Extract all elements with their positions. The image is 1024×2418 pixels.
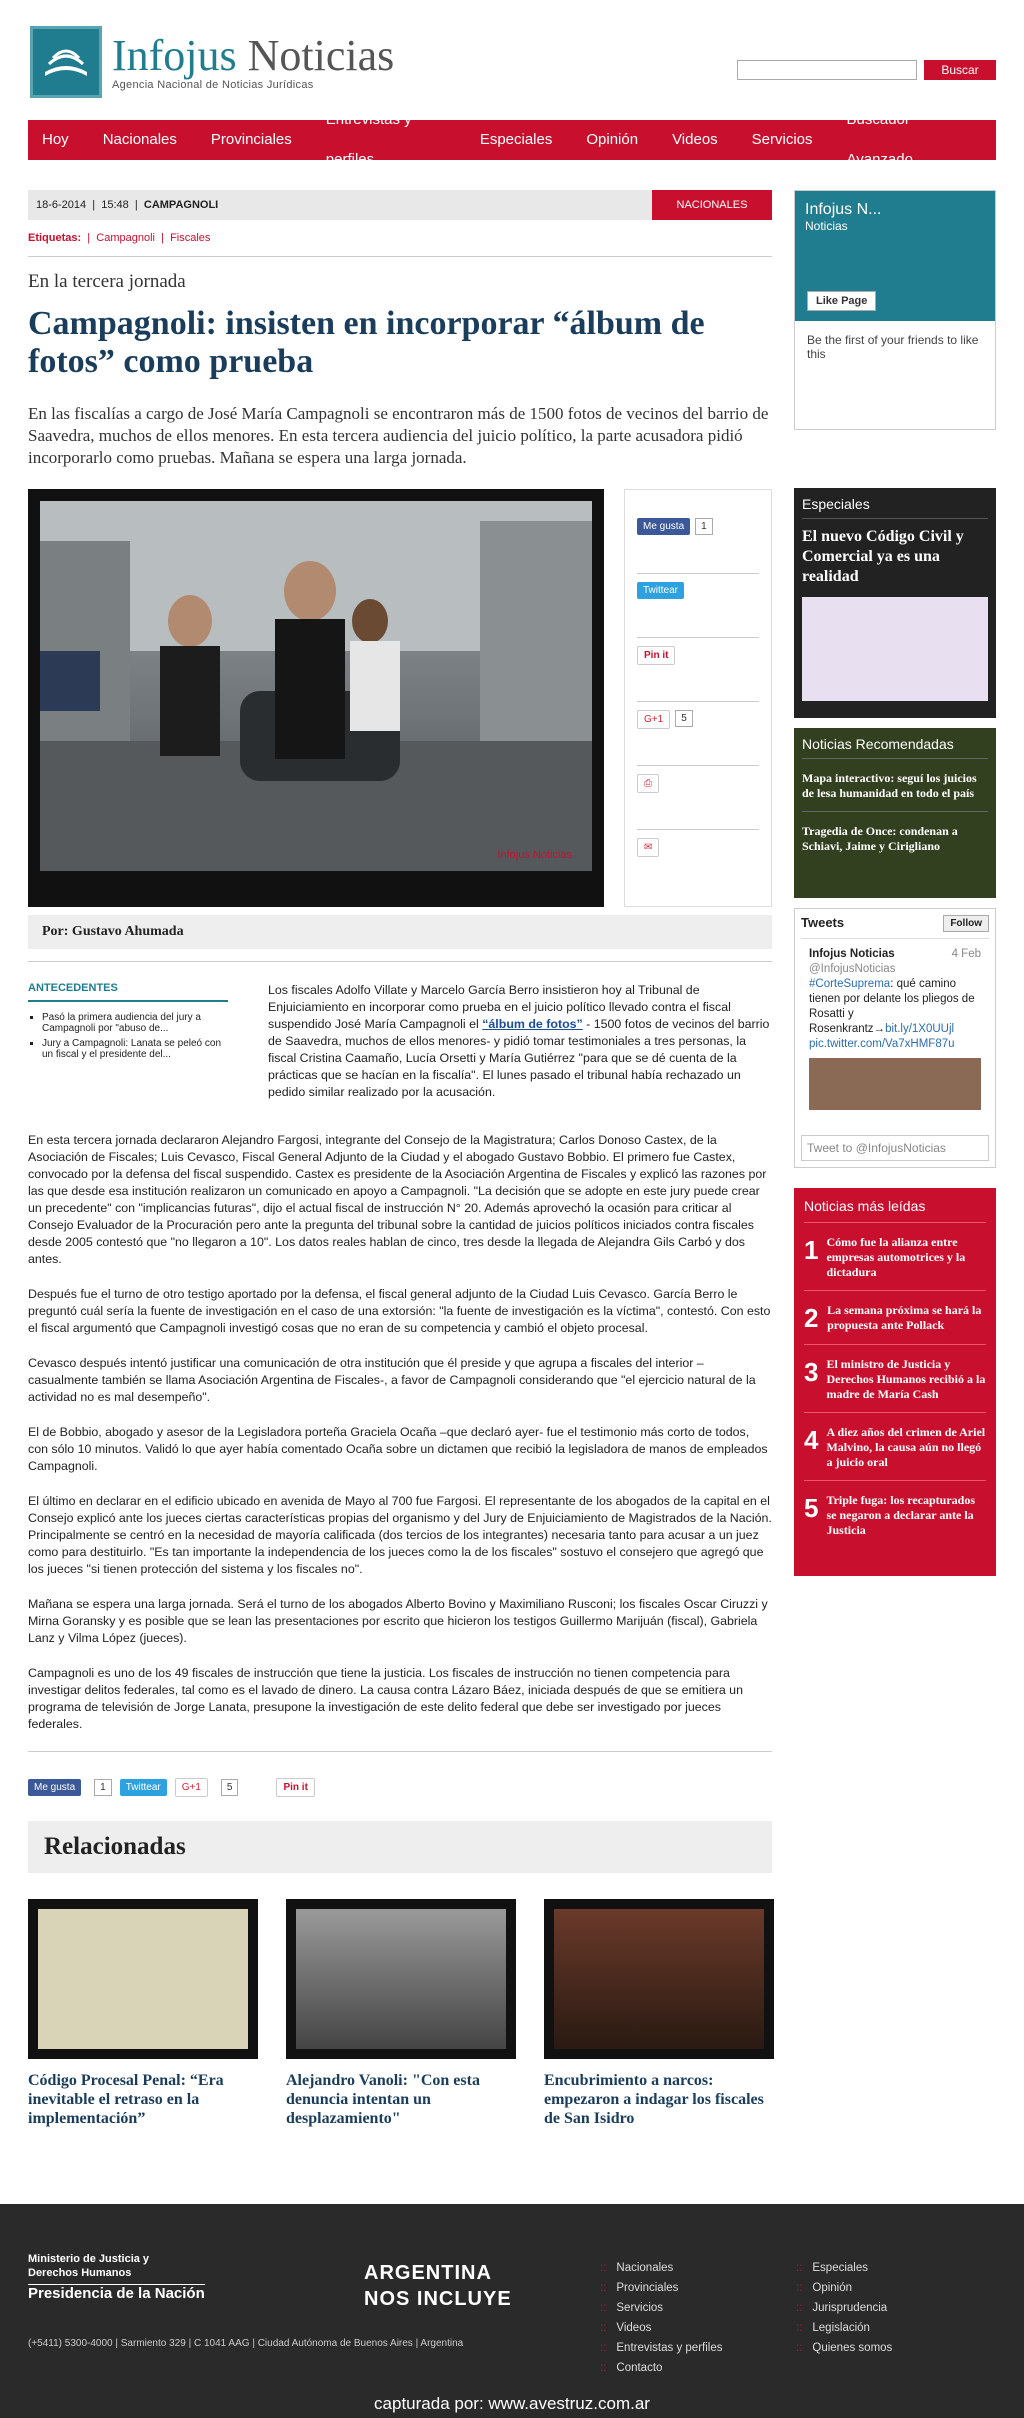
- footer-link[interactable]: Nacionales: [616, 2262, 674, 2274]
- article-intro: Los fiscales Adolfo Villate y Marcelo García Berro insistieron hoy al Tribunal de Enjuiciamiento en incorporar como prueba en el juicio político llevado contra el fiscal suspendido José María Campagnoli el “álbum de fotos” - 1500 fotos de vecinos del barrio de Saavedra, muchos de ellos menores- y pidió tomar testimoniales a tres personas, la fiscal Cristina Caamaño, Lucía Orsetti y María Gutiérrez "para que se dé cuenta de la prácticas que se hacían en la fiscalía". El lunes pasado el tribunal había rechazado un pedido similar realizado por la acusación.: [268, 983, 770, 1099]
- logo-book-icon: [30, 26, 102, 98]
- site-logo[interactable]: [30, 25, 402, 99]
- photo-credit: Infojus Noticias: [497, 849, 572, 861]
- meta-time: 15:48: [101, 199, 129, 211]
- tweet-handle: @InfojusNoticias: [809, 963, 896, 975]
- especiales-image[interactable]: [802, 597, 988, 701]
- tweets-widget: [794, 908, 996, 1168]
- mas-leidas-panel: [794, 1188, 996, 1576]
- facebook-page-widget: [794, 190, 996, 430]
- capture-credit: capturada por: www.avestruz.com.ar: [374, 2394, 650, 2413]
- facebook-like-button[interactable]: Me gusta: [637, 518, 690, 535]
- related-grid: [28, 1899, 772, 2128]
- especiales-headline[interactable]: El nuevo Código Civil y Comercial ya es una realidad: [802, 528, 964, 585]
- article-body: [28, 1132, 772, 1733]
- antecedentes-box: [28, 982, 228, 1064]
- antecedente-link[interactable]: Pasó la primera audiencia del jury a Campagnoli por "abuso de...: [42, 1012, 201, 1034]
- footer-link[interactable]: Legislación: [812, 2322, 870, 2334]
- footer-link[interactable]: Especiales: [812, 2262, 869, 2274]
- ranked-item[interactable]: 3 El ministro de Justicia y Derechos Humanos recibió a la madre de María Cash: [804, 1345, 986, 1413]
- share-panel: [624, 489, 772, 907]
- google-plus-button[interactable]: G+1: [175, 1778, 208, 1797]
- nav-buscador[interactable]: Buscador Avanzado: [846, 111, 913, 168]
- article-paragraph: Cevasco después intentó justificar una comunicación de otra institución que él preside y que agrupa a fiscales del interior – casualmente también se llama Asociación Argentina de Fiscales-, a favor de Campagnoli considerando que "el ejercicio natural de la actividad no es mal desempeño".: [28, 1356, 756, 1404]
- site-footer: [0, 2204, 1024, 2418]
- tweet-user[interactable]: Infojus Noticias: [809, 948, 895, 960]
- tweet-text: : qué camino tienen por delante los pliegos de Rosatti y Rosenkrantz→: [809, 978, 975, 1035]
- article-title: Campagnoli: insisten en incorporar “álbum de fotos” como prueba: [28, 305, 705, 380]
- footer-links-1: [600, 2258, 723, 2378]
- street-photo-illustration: [40, 501, 592, 871]
- nav-hoy[interactable]: Hoy: [42, 131, 69, 148]
- recomendada-link[interactable]: Tragedia de Once: condenan a Schiavi, Jaime y Cirigliano: [802, 824, 958, 853]
- related-title: Alejandro Vanoli: "Con esta denuncia intentan un desplazamiento": [286, 2072, 480, 2127]
- footer-address: (+5411) 5300-4000 | Sarmiento 329 | C 1041 AAG | Ciudad Autónoma de Buenos Aires | Argentina: [28, 2338, 464, 2349]
- antecedentes-title: ANTECEDENTES: [28, 982, 228, 1002]
- article-paragraph: El último en declarar en el edificio ubicado en avenida de Mayo al 700 fue Fargosi. El representante de los abogados de la capital en el Consejo explicó ante los jueces ciertas características propias del organismo y del Jury de Enjuiciamiento de Magistrados de la Nación. Principalmente se centró en la necesidad de mayoría calificada (dos tercios de los integrantes) necesaria tanto para acusar a un juez como para destituirlo. "Es tan importante la independencia de los jueces como la de los fiscales" sostuvo el consejero que agregó que los jueces "si tienen protección del sistema y los fiscales no".: [28, 1494, 772, 1576]
- tags-label: Etiquetas:: [28, 232, 82, 244]
- brand-tagline: Agencia Nacional de Noticias Jurídicas: [112, 79, 314, 91]
- footer-link[interactable]: Contacto: [616, 2362, 663, 2374]
- nav-especiales[interactable]: Especiales: [479, 131, 553, 148]
- ranked-item[interactable]: 4 A diez años del crimen de Ariel Malvino, la causa aún no llegó a juicio oral: [804, 1413, 986, 1481]
- article-author: Por: Gustavo Ahumada: [28, 915, 772, 949]
- pinterest-button[interactable]: Pin it: [637, 646, 675, 665]
- related-title: Código Procesal Penal: “Era inevitable el retraso en la implementación”: [28, 2072, 224, 2127]
- nav-videos[interactable]: Videos: [672, 131, 718, 148]
- ministry-logo[interactable]: Ministerio de Justicia y Derechos Humanos Presidencia de la Nación: [28, 2253, 205, 2302]
- related-photo: [554, 1909, 764, 2049]
- recomendadas-title: Noticias Recomendadas: [802, 736, 988, 759]
- tweet-photo: [809, 1058, 981, 1110]
- footer-link[interactable]: Entrevistas y perfiles: [616, 2342, 723, 2354]
- mas-leidas-title: Noticias más leídas: [804, 1198, 986, 1223]
- related-item[interactable]: [544, 1899, 774, 2128]
- article-kicker: En la tercera jornada: [28, 271, 186, 292]
- ranked-item[interactable]: 2 La semana próxima se hará la propuesta ante Pollack: [804, 1291, 986, 1345]
- nav-provinciales[interactable]: Provinciales: [210, 131, 292, 148]
- recomendada-link[interactable]: Mapa interactivo: seguí los juicios de lesa humanidad en todo el país: [802, 771, 988, 812]
- brand-name-b: Noticias: [247, 31, 395, 80]
- fb-friends-text: Be the first of your friends to like this: [807, 333, 979, 361]
- twitter-follow-button[interactable]: Follow: [943, 915, 989, 932]
- related-heading: Relacionadas: [28, 1821, 772, 1873]
- article-paragraph: Después fue el turno de otro testigo aportado por la defensa, el fiscal general adjunto de la Ciudad Luis Cevasco. García Berro le preguntó cuál sería la fuente de investigación en el caso de una extorsión: "la fuente de investigación es la víctima", contestó. Con esto el fiscal argumentó que Campagnoli investigó cosas que no eran de su competencia y cambió el objeto procesal.: [28, 1287, 771, 1335]
- footer-links-2: [796, 2258, 892, 2358]
- antecedente-link[interactable]: Jury a Campagnoli: Lanata se peleó con un fiscal y el presidente del...: [42, 1038, 222, 1060]
- related-title: Encubrimiento a narcos: empezaron a indagar los fiscales de San Isidro: [544, 2072, 764, 2127]
- section-badge[interactable]: NACIONALES: [652, 190, 772, 220]
- bottom-share-bar: [28, 1778, 772, 1797]
- article-meta: 18-6-2014 | 15:48 | CAMPAGNOLI NACIONALES: [28, 190, 772, 220]
- tags: Etiquetas: | Campagnoli | Fiscales: [28, 232, 772, 257]
- fb-like-page-button[interactable]: Like Page: [807, 291, 876, 311]
- facebook-like-count: 1: [94, 1779, 112, 1796]
- fb-page-name[interactable]: Infojus N...: [805, 201, 882, 218]
- tag-campagnoli[interactable]: Campagnoli: [96, 232, 155, 244]
- tweet-hashtag[interactable]: #CorteSuprema: [809, 978, 891, 990]
- related-photo: [296, 1909, 506, 2049]
- article-paragraph: Mañana se espera una larga jornada. Será el turno de los abogados Alberto Bovino y Maximiliano Rusconi; los fiscales Oscar Ciruzzi y Mirna Goransky y es posible que se lean las presentaciones por escrito que hicieron los testigos Guillermo Marijuán (fiscal), Gabriela Lanz y Vilma López (jueces).: [28, 1597, 768, 1645]
- nav-opinion[interactable]: Opinión: [586, 131, 639, 148]
- tweets-title: Tweets: [801, 915, 845, 930]
- article-lead: En las fiscalías a cargo de José María Campagnoli se encontraron más de 1500 fotos de vecinos del barrio de Saavedra, muchos de ellos menores. En esta tercera audiencia del juicio político, la parte acusadora pidió incorporarlo como pruebas. Mañana se espera una larga jornada.: [28, 404, 769, 467]
- footer-link[interactable]: Provinciales: [616, 2282, 679, 2294]
- facebook-like-button[interactable]: Me gusta: [28, 1779, 81, 1796]
- google-plus-count: 5: [221, 1779, 239, 1796]
- tweet: [801, 939, 989, 1118]
- meta-date: 18-6-2014: [36, 199, 87, 211]
- sidebar: [794, 190, 996, 1576]
- related-item[interactable]: [286, 1899, 516, 2128]
- nav-entrevistas[interactable]: Entrevistas y perfiles: [325, 111, 412, 168]
- article-photo: [28, 489, 604, 907]
- article-paragraph: En esta tercera jornada declararon Alejandro Fargosi, integrante del Consejo de la Magistratura; Carlos Donoso Castex, de la Asociación de Fiscales; Luis Cevasco, Fiscal General Adjunto de la Ciudad y el abogado Gustavo Bobbio. El primero fue Castex, convocado por la defensa del fiscal suspendido. Castex es presidente de la Asociación Argentina de Fiscales y explicó las razones por las que desde esa institución realizaron un comunicado en apoyo a Campagnoli. "La decisión que se adopte en este jury puede crear un precedente" con "implicancias futuras", dijo el actual fiscal de instrucción N° 20. Además aprovechó la ocasión para criticar al Consejo Evaluador de la Procuración pero ante la pregunta del tribunal sobre la cantidad de juicios políticos iniciados contra fiscales desde 2005 contestó que "no llegaron a 10". Los datos reales hablan de cinco, tres desde la llegada de Alejandra Gils Carbó y dos antes.: [28, 1133, 767, 1266]
- especiales-title: Especiales: [802, 496, 988, 519]
- print-icon[interactable]: ⎙: [637, 774, 659, 793]
- album-fotos-link[interactable]: “álbum de fotos”: [482, 1017, 583, 1031]
- footer-link[interactable]: Jurisprudencia: [812, 2302, 888, 2314]
- facebook-like-count: 1: [695, 518, 713, 535]
- email-icon[interactable]: ✉: [637, 838, 659, 857]
- footer-link[interactable]: Opinión: [812, 2282, 853, 2294]
- google-plus-button[interactable]: G+1: [637, 710, 670, 729]
- pinterest-button[interactable]: Pin it: [276, 1778, 314, 1797]
- related-item[interactable]: [28, 1899, 258, 2128]
- meta-location: CAMPAGNOLI: [143, 199, 219, 211]
- tweet-button[interactable]: Twittear: [120, 1779, 167, 1796]
- argentina-nos-incluye-logo: ARGENTINA NOS INCLUYE: [364, 2262, 512, 2310]
- tag-fiscales[interactable]: Fiscales: [170, 232, 211, 244]
- tweet-date: 4 Feb: [951, 948, 981, 960]
- google-plus-count: 5: [675, 710, 693, 727]
- search-input[interactable]: [737, 60, 917, 80]
- nav-servicios[interactable]: Servicios: [751, 131, 813, 148]
- scales-illustration: [38, 1909, 248, 2049]
- especiales-panel: [794, 488, 996, 718]
- tweet-button[interactable]: Twittear: [637, 582, 684, 599]
- brand-name-a: Infojus: [112, 31, 237, 80]
- tweet-link[interactable]: bit.ly/1X0UUjl pic.twitter.com/Va7xHMF87u: [809, 1023, 955, 1050]
- search-button[interactable]: Buscar: [924, 60, 996, 80]
- nav-nacionales[interactable]: Nacionales: [102, 131, 177, 148]
- fb-page-sub: Noticias: [805, 219, 848, 233]
- ranked-item[interactable]: 5 Triple fuga: los recapturados se negaron a declarar ante la Justicia: [804, 1493, 976, 1537]
- footer-link[interactable]: Quienes somos: [812, 2342, 893, 2354]
- article-paragraph: El de Bobbio, abogado y asesor de la Legisladora porteña Graciela Ocaña –que declaró ayer- fue el testimonio más corto de todos, con sólo 10 minutos. Validó lo que ayer había comentado Ocaña sobre un dictamen que recibió la legisladora de manos de empleados Campagnoli.: [28, 1425, 768, 1473]
- footer-link[interactable]: Servicios: [616, 2302, 664, 2314]
- tweet-compose-box[interactable]: Tweet to @InfojusNoticias: [801, 1135, 989, 1161]
- footer-link[interactable]: Videos: [616, 2322, 652, 2334]
- main-nav: [28, 111, 996, 168]
- ranked-item[interactable]: 1 Cómo fue la alianza entre empresas automotrices y la dictadura: [804, 1223, 986, 1291]
- article-paragraph: Campagnoli es uno de los 49 fiscales de instrucción que tiene la justicia. Los fiscales de instrucción no tienen competencia para investigar delitos federales, tal como es el lavado de dinero. La causa contra Lázaro Báez, iniciada después de que se emitiera un programa de televisión de Jorge Lanata, presupone la investigación de este delito federal que debe ser investigado por jueces federales.: [28, 1666, 743, 1731]
- recomendadas-panel: [794, 728, 996, 898]
- article-column: [28, 190, 772, 2128]
